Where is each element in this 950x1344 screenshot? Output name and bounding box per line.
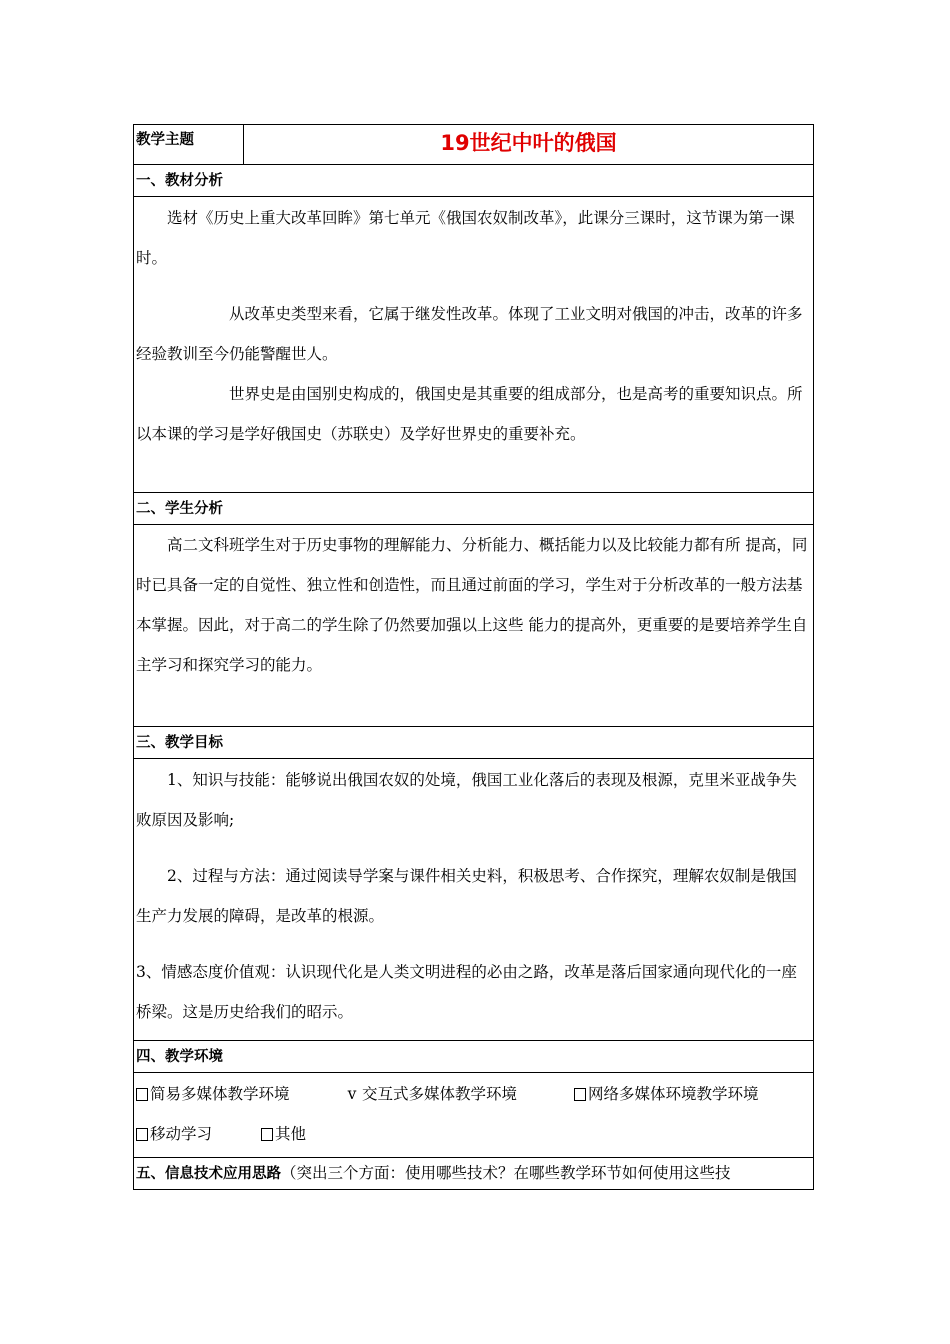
section-body-row (134, 525, 814, 727)
analysis-paragraph-1: 选材《历史上重大改革回眸》第七单元《俄国农奴制改革》，此课分三课时，这节课为第一课时。 (136, 209, 795, 267)
lesson-title: 19世纪中叶的俄国 (440, 131, 617, 155)
topic-row (134, 125, 814, 165)
analysis-paragraph-3: 世界史是由国别史构成的，俄国史是其重要的组成部分，也是高考的重要知识点。所以本课的学习是学好俄国史（苏联史）及学好世界史的重要补充。 (136, 385, 803, 443)
environment-body (134, 1073, 814, 1158)
option-label: 移动学习 (150, 1125, 213, 1143)
spacer (136, 278, 811, 294)
env-option-interactive[interactable] (346, 1074, 574, 1114)
goal-process: 2、过程与方法：通过阅读导学案与课件相关史料，积极思考、合作探究，理解农奴制是俄国生产力发展的障碍，是改革的根源。 (136, 867, 797, 925)
goal-knowledge: 1、知识与技能：能够说出俄国农奴的处境，俄国工业化落后的表现及根源，克里米亚战争失败原因及影响; (136, 771, 797, 829)
spacer (136, 936, 811, 952)
env-option-network[interactable] (574, 1074, 759, 1114)
topic-label: 教学主题 (136, 132, 194, 148)
env-option-simple[interactable] (136, 1074, 346, 1114)
section-heading-row (134, 165, 814, 197)
students-heading: 二、学生分析 (136, 501, 223, 517)
checkbox-icon[interactable] (136, 1128, 148, 1141)
checkbox-icon[interactable] (574, 1088, 586, 1101)
analysis-heading: 一、教材分析 (136, 173, 223, 189)
it-note: （突出三个方面：使用哪些技术？在哪些教学环节如何使用这些技 (281, 1164, 731, 1182)
goal-attitude: 3、情感态度价值观：认识现代化是人类文明进程的必由之路，改革是落后国家通向现代化的一座桥梁。这是历史给我们的昭示。 (136, 963, 797, 1021)
checkbox-icon[interactable] (261, 1128, 273, 1141)
option-label: 交互式多媒体教学环境 (362, 1085, 518, 1103)
option-label: 简易多媒体教学环境 (150, 1085, 290, 1103)
check-mark-icon[interactable]: v (347, 1085, 357, 1103)
environment-options-row-1 (136, 1074, 811, 1114)
section-heading-row (134, 1041, 814, 1073)
analysis-paragraph-2: 从改革史类型来看，它属于继发性改革。体现了工业文明对俄国的冲击，改革的许多经验教训至今仍能警醒世人。 (136, 305, 803, 363)
section-heading-row (134, 1158, 814, 1190)
section-body-row (134, 759, 814, 1041)
section-body-row (134, 197, 814, 493)
env-option-other[interactable] (261, 1114, 306, 1154)
goals-body (134, 759, 814, 1041)
section-heading-row (134, 493, 814, 525)
environment-heading: 四、教学环境 (136, 1049, 223, 1065)
goals-heading: 三、教学目标 (136, 735, 223, 751)
option-label: 其他 (275, 1125, 307, 1143)
it-heading-cell (134, 1158, 814, 1190)
section-body-row (134, 1073, 814, 1158)
checkbox-icon[interactable] (136, 1088, 148, 1101)
env-option-mobile[interactable] (136, 1114, 261, 1154)
lesson-plan-sheet (133, 124, 813, 1190)
section-heading-row (134, 727, 814, 759)
it-heading: 五、信息技术应用思路 (136, 1166, 281, 1182)
environment-options-row-2 (136, 1114, 811, 1154)
students-body (134, 525, 814, 727)
topic-title-cell (244, 125, 814, 165)
students-paragraph: 高二文科班学生对于历史事物的理解能力、分析能力、概括能力以及比较能力都有所 提高，同时已具备一定的自觉性、独立性和创造性，而且通过前面的学习，学生对于分析改革的一般方法基本掌握。因此，对于高二的学生除了仍然要加强以上这些 能力的提高外，更重要的是要培养学生自主学习和探究学习的能力。 (136, 536, 808, 674)
spacer (136, 840, 811, 856)
option-label: 网络多媒体环境教学环境 (588, 1085, 759, 1103)
topic-label-cell (134, 125, 244, 165)
analysis-body (134, 197, 814, 493)
lesson-plan-table (133, 124, 814, 1190)
